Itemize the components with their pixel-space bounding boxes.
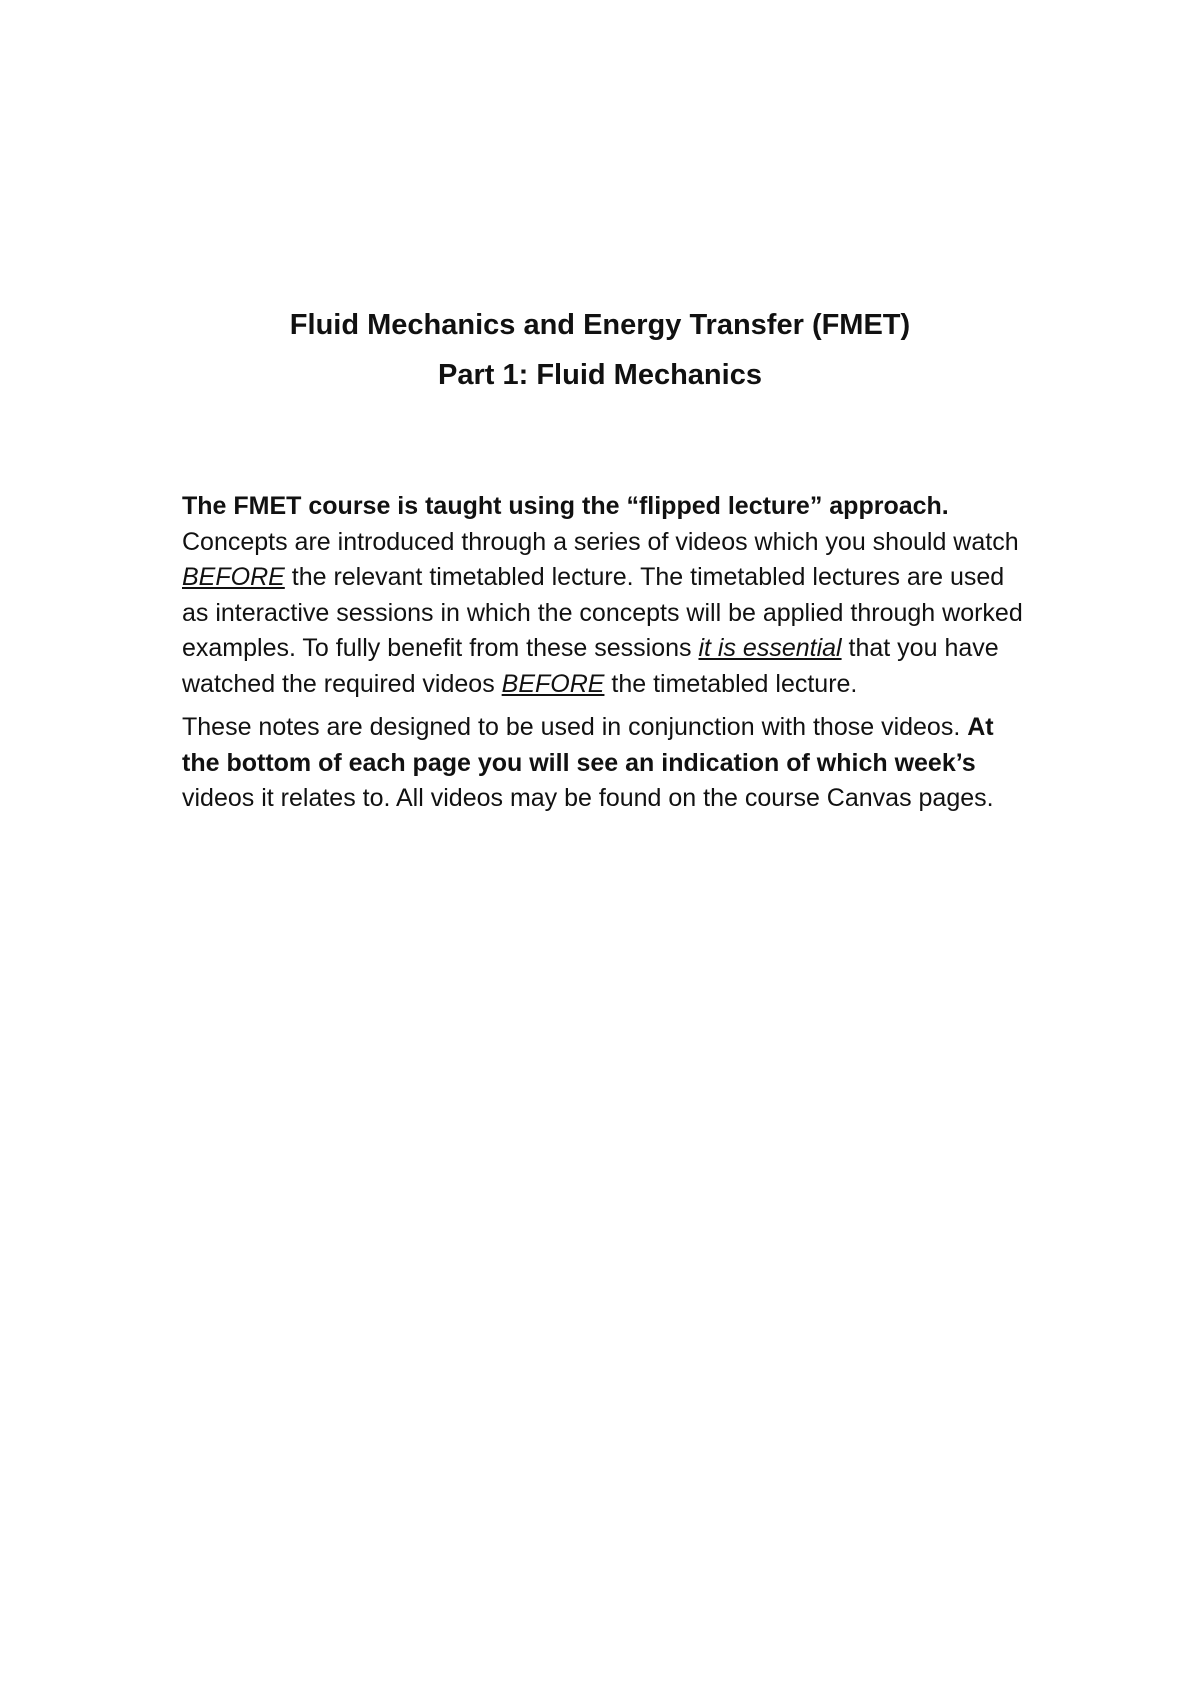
text-span: the relevant timetabled lecture. The timetabled lectures are used as interactive sessions in which the concepts will be applied through worked examples. To fully benefit from these sessions bbox=[182, 563, 1023, 662]
text-span: that you have watched the required videos bbox=[182, 634, 999, 698]
text-span: Concepts are introduced through a series of videos which you should watch bbox=[182, 527, 1019, 556]
bold-week-indication: At the bottom of each page you will see an indication of which week’s bbox=[182, 713, 994, 777]
body-text bbox=[182, 489, 1032, 825]
paragraph-flipped-lecture bbox=[182, 489, 1032, 702]
text-span: These notes are designed to be used in conjunction with those videos. bbox=[182, 713, 968, 741]
text-span: the timetabled lecture. bbox=[604, 669, 858, 698]
paragraph-lead: The FMET course is taught using the “flipped lecture” approach. bbox=[182, 492, 949, 520]
document-subtitle: Part 1: Fluid Mechanics bbox=[438, 359, 762, 391]
emphasis-before: BEFORE bbox=[182, 563, 285, 591]
emphasis-before: BEFORE bbox=[501, 669, 605, 698]
emphasis-it-is-essential: it is essential bbox=[698, 634, 842, 662]
document-title: Fluid Mechanics and Energy Transfer (FMET) bbox=[289, 309, 911, 341]
paragraph-notes-usage bbox=[182, 710, 1032, 817]
title-block bbox=[0, 300, 1200, 400]
text-span: videos it relates to. All videos may be found on the course Canvas pages. bbox=[182, 784, 994, 812]
